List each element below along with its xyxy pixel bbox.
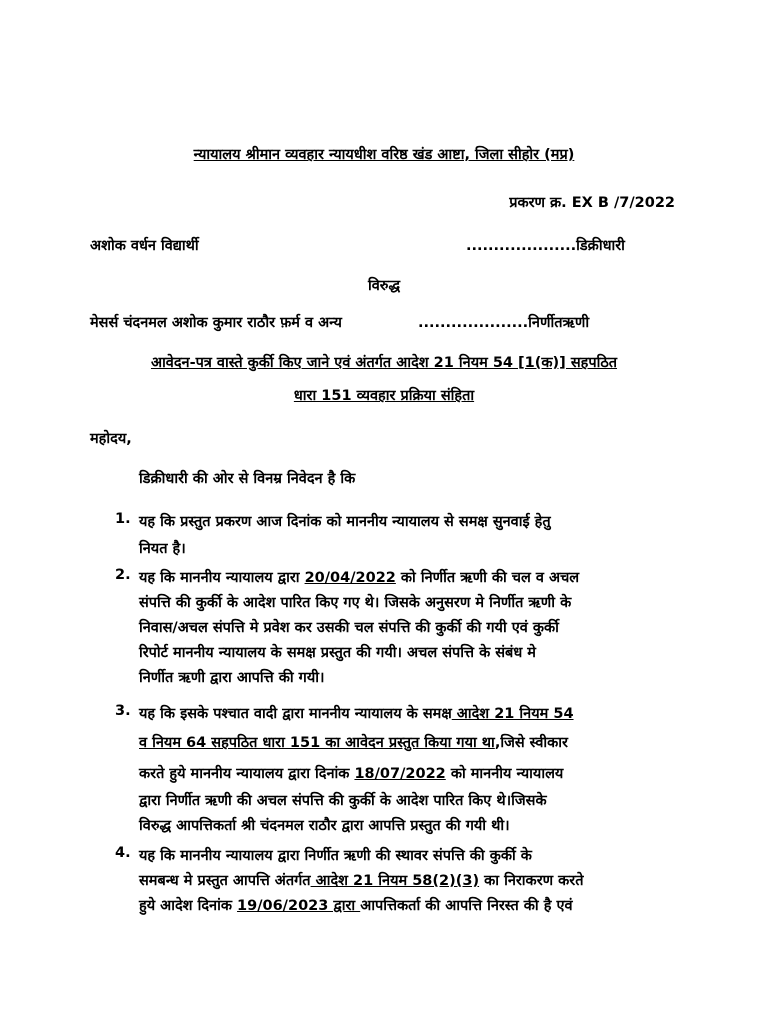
item-text: आपत्तिकर्ता की आपत्ति निरस्त की है एवं — [360, 898, 573, 914]
order-date: 20/04/2022 — [304, 570, 396, 586]
salutation: महोदय, — [90, 431, 132, 447]
item-text: यह कि माननीय न्यायालय द्वारा — [139, 570, 305, 586]
item-line — [139, 870, 583, 890]
item-line — [139, 567, 579, 587]
item-text: को माननीय न्यायालय — [445, 766, 564, 782]
item-text: ,जिसे स्वीकार — [494, 735, 568, 751]
item-number: 4. — [115, 845, 131, 861]
order-reference: आदेश 21 नियम 54 — [451, 706, 574, 722]
order-date: 18/07/2022 — [354, 766, 446, 782]
item-text: हुये आदेश दिनांक — [139, 898, 238, 914]
item-number: 3. — [115, 703, 131, 719]
plaintiff-role: ....................डिक्रीधारी — [466, 238, 625, 254]
item-line — [139, 763, 563, 783]
item-line: रिपोर्ट माननीय न्यायालय के समक्ष प्रस्तुत की गयी। अचल संपत्ति के संबंध मे — [139, 645, 536, 661]
defendant-role: ....................निर्णीतऋणी — [418, 315, 590, 331]
item-text: को निर्णीत ऋणी की चल व अचल — [395, 570, 580, 586]
item-line: निर्णीत ऋणी द्वारा आपत्ति की गयी। — [139, 670, 325, 686]
item-line: निवास/अचल संपत्ति मे प्रवेश कर उसकी चल संपत्ति की कुर्की की गयी एवं कुर्की — [139, 620, 559, 636]
item-line: यह कि माननीय न्यायालय द्वारा निर्णीत ऋणी की स्थावर संपत्ति की कुर्की के — [139, 848, 532, 864]
order-reference: आदेश 21 नियम 58(2)(3) — [310, 873, 480, 889]
versus-label: विरुद्ध — [367, 278, 401, 294]
item-line — [139, 703, 574, 723]
item-text: समबन्ध मे प्रस्तुत आपत्ति अंतर्गत — [139, 873, 311, 889]
item-text: का निराकरण करते — [479, 873, 584, 889]
item-line: नियत है। — [139, 541, 186, 557]
item-line — [139, 895, 573, 915]
item-line — [139, 732, 568, 752]
plaintiff-name: अशोक वर्धन विद्यार्थी — [90, 238, 199, 254]
order-reference: व नियम 64 सहपठित धारा 151 का आवेदन प्रस्तुत किया गया था — [139, 735, 495, 751]
case-number: प्रकरण क्र. EX B /7/2022 — [509, 195, 675, 211]
item-text: करते हुये माननीय न्यायालय द्वारा दिनांक — [139, 766, 355, 782]
defendant-name: मेसर्स चंदनमल अशोक कुमार राठौर फ़र्म व अन्य — [90, 315, 342, 331]
subject-line-2: धारा 151 व्यवहार प्रक्रिया संहिता — [293, 388, 475, 404]
item-line: द्वारा निर्णीत ऋणी की अचल संपत्ति की कुर्की के आदेश पारित किए थे।जिसके — [139, 793, 547, 809]
court-heading: न्यायालय श्रीमान व्यवहार न्यायधीश वरिष्ठ खंड आष्टा, जिला सीहोर (मप्र) — [193, 147, 575, 163]
item-number: 2. — [115, 567, 131, 583]
item-line: यह कि प्रस्तुत प्रकरण आज दिनांक को माननीय न्यायालय से समक्ष सुनवाई हेतु — [139, 514, 551, 530]
subject-line-1: आवेदन-पत्र वास्ते कुर्की किए जाने एवं अंतर्गत आदेश 21 नियम 54 [1(क)] सहपठित — [150, 355, 618, 371]
item-number: 1. — [115, 511, 131, 527]
item-line: संपत्ति की कुर्की के आदेश पारित किए गए थे। जिसके अनुसरण मे निर्णीत ऋणी के — [139, 595, 572, 611]
intro-text: डिक्रीधारी की ओर से विनम्र निवेदन है कि — [139, 471, 356, 487]
item-line: विरुद्ध आपत्तिकर्ता श्री चंदनमल राठौर द्वारा आपत्ति प्रस्तुत की गयी थी। — [139, 818, 510, 834]
order-date: 19/06/2023 द्वारा — [237, 898, 361, 914]
item-text: यह कि इसके पश्चात वादी द्वारा माननीय न्यायालय के समक्ष — [139, 706, 452, 722]
